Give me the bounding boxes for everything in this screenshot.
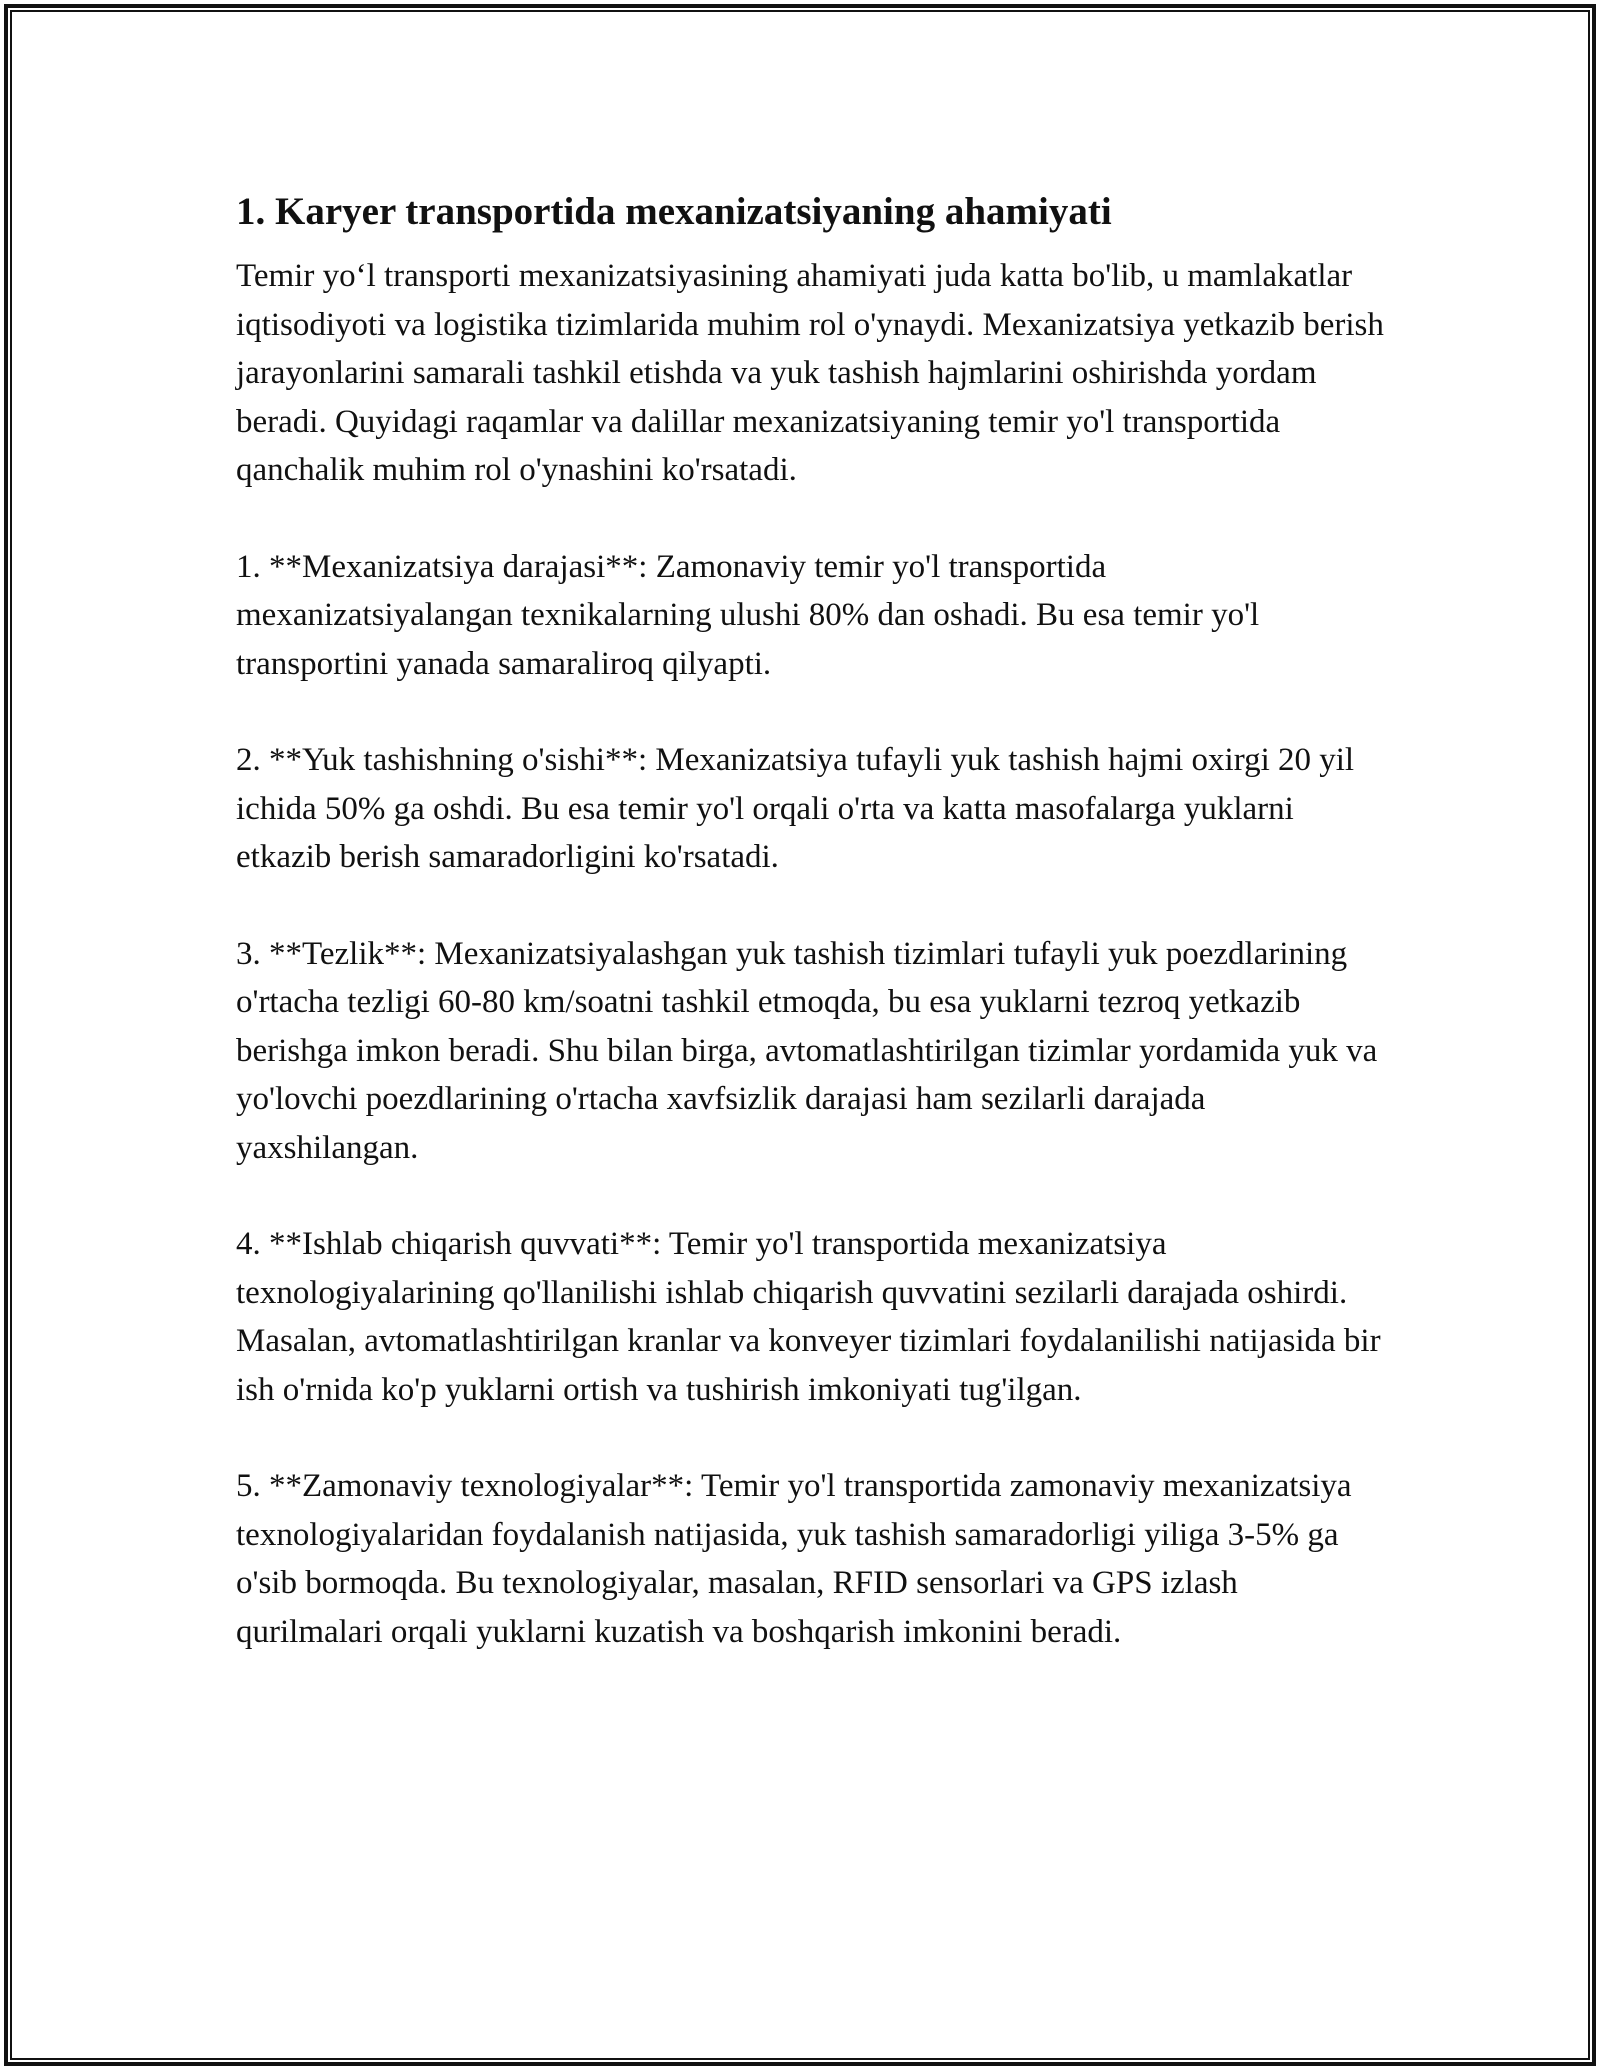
intro-paragraph: Temir yo‘l transporti mexanizatsiyasining ahamiyati juda katta bo'lib, u mamlakatlar iqtisodiyoti va logistika tizimlarida muhim rol o'ynaydi. Mexanizatsiya yetkazib berish jarayonlarini samarali tashkil etishda va yuk tashish hajmlarini oshirishda yordam beradi. Quyidagi raqamlar va dalillar mexanizatsiyaning temir yo'l transportida qanchalik muhim rol o'ynashini ko'rsatadi. xyxy=(236,258,1384,488)
document-title: 1. Karyer transportida mexanizatsiyaning ahamiyati xyxy=(236,190,1112,233)
point-2-paragraph: 2. **Yuk tashishning o'sishi**: Mexanizatsiya tufayli yuk tashish hajmi oxirgi 20 yil ichida 50% ga oshdi. Bu esa temir yo'l orqali o'rta va katta masofalarga yuklarni etkazib berish samaradorligini ko'rsatadi. xyxy=(236,742,1355,875)
point-4-paragraph: 4. **Ishlab chiqarish quvvati**: Temir yo'l transportida mexanizatsiya texnologiyalarining qo'llanilishi ishlab chiqarish quvvatini sezilarli darajada oshirdi. Masalan, avtomatlashtirilgan kranlar va konveyer tizimlari foydalanilishi natijasida bir ish o'rnida ko'p yuklarni ortish va tushirish imkoniyati tug'ilgan. xyxy=(236,1226,1381,1408)
point-5-paragraph: 5. **Zamonaviy texnologiyalar**: Temir yo'l transportida zamonaviy mexanizatsiya texnologiyalaridan foydalanish natijasida, yuk tashish samaradorligi yiliga 3-5% ga o'sib bormoqda. Bu texnologiyalar, masalan, RFID sensorlari va GPS izlash qurilmalari orqali yuklarni kuzatish va boshqarish imkonini beradi. xyxy=(236,1468,1352,1650)
point-3-paragraph: 3. **Tezlik**: Mexanizatsiyalashgan yuk tashish tizimlari tufayli yuk poezdlarining o'rtacha tezligi 60-80 km/soatni tashkil etmoqda, bu esa yuklarni tezroq yetkazib berishga imkon beradi. Shu bilan birga, avtomatlashtirilgan tizimlar yordamida yuk va yo'lovchi poezdlarining o'rtacha xavfsizlik darajasi ham sezilarli darajada yaxshilangan. xyxy=(236,935,1378,1166)
document-body xyxy=(236,186,1386,1704)
point-1-paragraph: 1. **Mexanizatsiya darajasi**: Zamonaviy temir yo'l transportida mexanizatsiyalangan texnikalarning ulushi 80% dan oshadi. Bu esa temir yo'l transportini yanada samaraliroq qilyapti. xyxy=(236,548,1260,682)
